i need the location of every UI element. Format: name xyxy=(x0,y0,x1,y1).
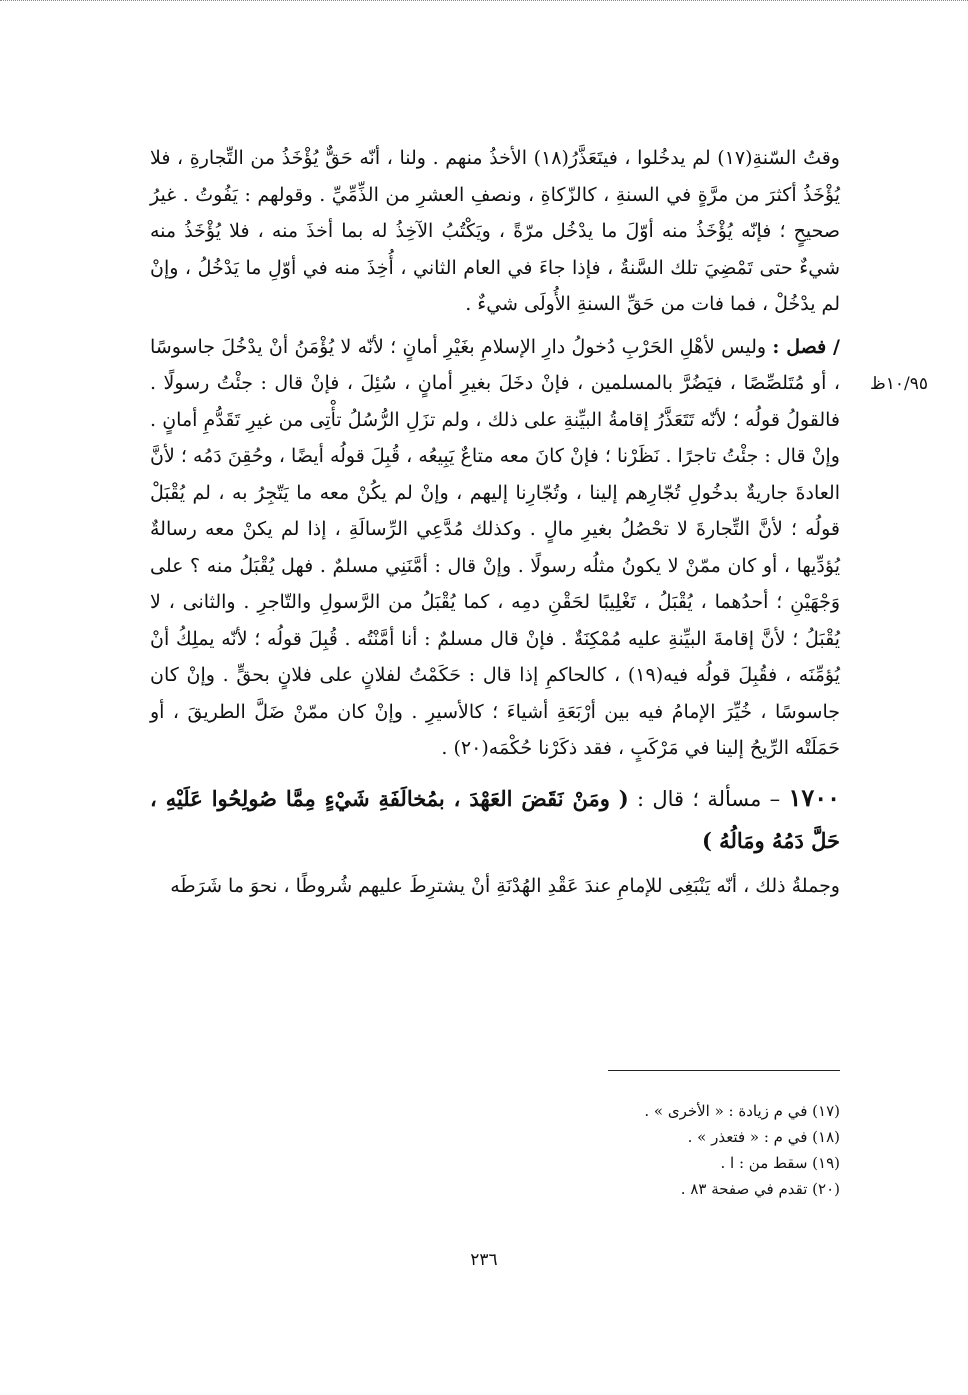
footnote-17: (١٧) في م زيادة : « الأخرى » . xyxy=(644,1102,840,1120)
paragraph-2: وليس لأهْلِ الحَرْبِ دُخولُ دارِ الإسلامِ بغَيْرِ أمانٍ ؛ لأنّه لا يُؤْمَنُ أنْ يدْخُلَ جاسوسًا ، أو مُتَلصِّصًا ، فيَضُرَّ بالمسلمين ، فإنْ دخَلَ بغيرِ أمانٍ ، سُئِلَ ، فإنْ قال : جئْتُ رسولًا . فالقولُ قولُه ؛ لأنّه تَتَعَذَّرُ إقامةُ البيِّنةِ على ذلك ، ولم تزَلِ الرُّسُلُ تأْتِى من غيرِ تَقَدُّمِ أمانٍ . وإنْ قال : جئْتُ تاجرًا . نَظَرْنا ؛ فإنْ كانَ معه متاعٌ يَبِيعُه ، قُبِلَ قولُه أيضًا ، وحُقِنَ دَمُه ؛ لأنَّ العادةَ جاريةٌ بدخُولِ تُجّارِهم إلينا ، وتُجّارِنا إليهم ، وإنْ لم يكُنْ معه ما يَتّجِرُ به ، لم يُقْبَلْ قولُه ؛ لأنَّ التِّجارةَ لا تحْصُلُ بغيرِ مالٍ . وكذلك مُدَّعِي الرِّسالَةِ ، إذا لم يكنْ معه رسالةٌ يُؤدِّيها ، أو كان ممّنْ لا يكونُ مثلُه رسولًا . وإنْ قال : أمَّنَنِي مسلمٌ . فهل يُقْبَلُ منه ؟ على وَجْهَيْنِ ؛ أحدُهما ، يُقْبَلُ ، تَغْلِيبًا لحَقْنِ دمِه ، كما يُقْبَلُ من الرَّسولِ والتّاجرِ . والثانى ، لا يُقْبَلُ ؛ لأنَّ إقامةَ البيِّنةِ عليه مُمْكِنَةٌ . فإنْ قال مسلمٌ : أنا أمَّنْتُه . قُبِلَ قولُه ؛ لأنّه يملِكُ أنْ يُؤمِّنَه ، فقُبِلَ قولُه فيه(١٩) ، كالحاكمِ إذا قال : حَكَمْتُ لفلانٍ على فلانٍ بحقٍّ . وإنْ كان جاسوسًا ، خُيِّرَ الإمامُ فيه بين أرْبَعَةِ أشياءَ ؛ كالأسيرِ . وإنْ كان ممّنْ ضَلَّ الطريقَ ، أو حَمَلَتْه الرِّيحُ إلينا في مَرْكَبٍ ، فقد ذكَرْنا حُكْمَه(٢٠) . xyxy=(150,335,840,759)
footnote-separator xyxy=(608,1070,840,1071)
footnote-18: (١٨) في م : « فتعذر » . xyxy=(687,1128,840,1146)
issue-block xyxy=(150,777,840,862)
top-edge-line xyxy=(0,0,968,4)
section-paragraph xyxy=(150,329,840,767)
paragraph-1: وقتُ السّنةِ(١٧) لم يدخُلوا ، فيتَعَذَّرُ(١٨) الأخذُ منهم . ولنا ، أنّه حَقٌّ يُؤْخَذُ من التِّجارةِ ، فلا يُؤْخَذُ أكثرَ من مرَّةٍ في السنةِ ، كالزّكاةِ ، ونصفِ العشرِ من الذِّمِّيِّ . وقولهم : يَفُوتُ . غيرُ صحيحٍ ؛ فإنّه يُؤْخَذُ منه أوّلَ ما يدْخُل مرّةً ، ويَكْتُبُ الآخِذُ له بما أخذَ منه ، فلا يُؤْخَذُ منه شيءٌ حتى تَمْضِيَ تلك السَّنةُ ، فإذا جاءَ في العام الثاني ، أُخِذَ منه في أوّلِ ما يَدْخُلُ ، وإنْ لم يدْخُلْ ، فما فات من حَقِّ السنةِ الأُولَى شيءٌ . xyxy=(150,147,840,315)
margin-note: ١٠/٩٥ظ xyxy=(870,374,928,394)
footnote-19: (١٩) سقط من : ا . xyxy=(720,1154,840,1172)
section-heading: / فصل : xyxy=(772,335,840,358)
footnote-20: (٢٠) تقدم في صفحة ٨٣ . xyxy=(680,1180,840,1198)
issue-quote: ( ومَنْ نَقَضَ العَهْدَ ، بمُخالَفَةِ شَيْءٍ مِمَّا صُولِحُوا عَلَيْهِ ، حَلَّ دَمُهُ ومَالُهُ ) xyxy=(150,785,840,853)
issue-label: – مسألة ؛ قال : xyxy=(637,786,781,811)
main-text-block xyxy=(150,140,840,904)
page-number: ٢٣٦ xyxy=(470,1250,498,1270)
issue-number: ١٧٠٠ xyxy=(788,782,840,812)
footnotes xyxy=(500,1098,840,1202)
paragraph-3: وجملةُ ذلك ، أنّه يَنْبَغِى للإمامِ عندَ عَقْدِ الهُدْنَةِ أنْ يشترِطَ عليهم شُروطًا ، نحوَ ما شَرَطَه xyxy=(170,874,840,897)
